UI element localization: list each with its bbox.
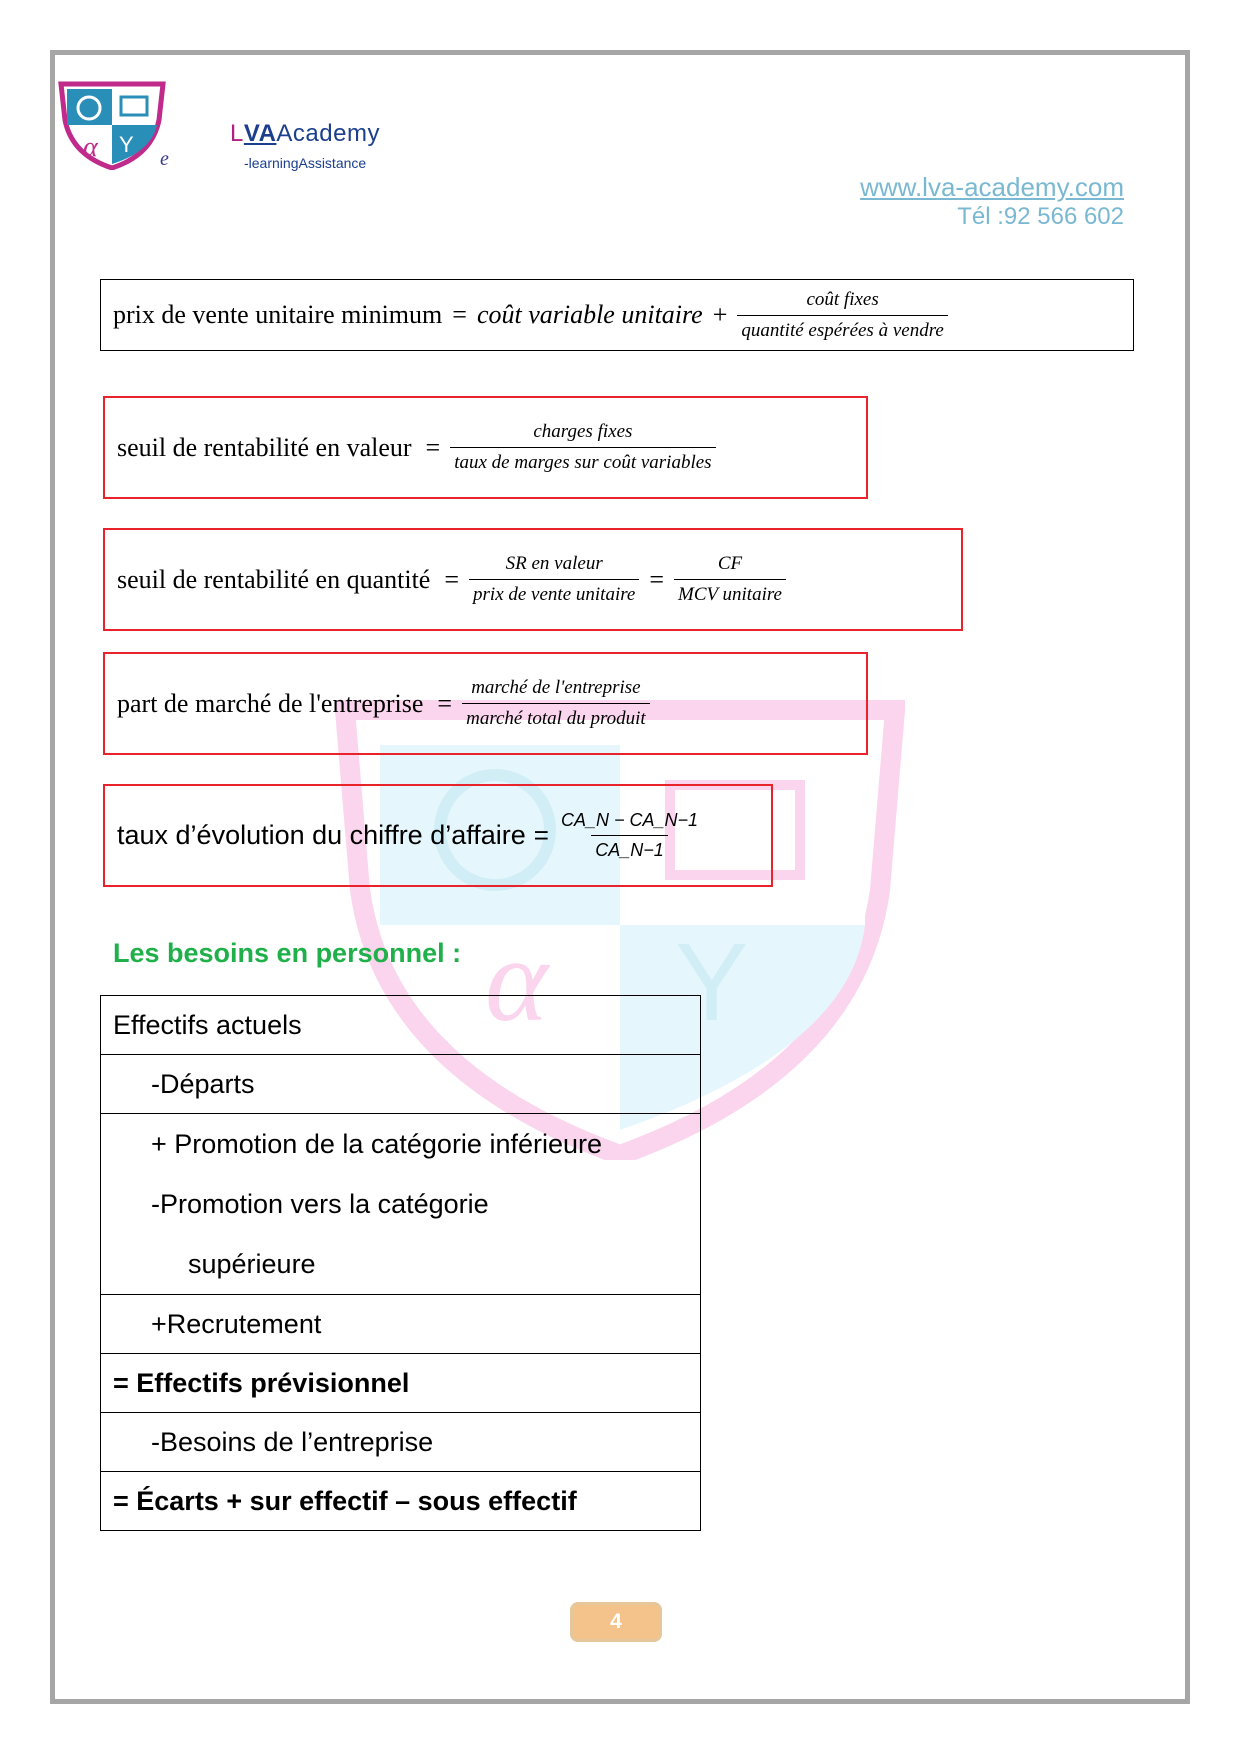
row-promotion-inferieure: + Promotion de la catégorie inférieure bbox=[151, 1129, 603, 1159]
svg-text:Y: Y bbox=[675, 921, 749, 1044]
fraction bbox=[469, 553, 639, 606]
formula-label: part de marché de l'entreprise bbox=[117, 688, 424, 718]
staffing-table bbox=[100, 995, 701, 1531]
fraction-numerator: SR en valeur bbox=[505, 553, 603, 574]
fraction-numerator: CA_N − CA_N−1 bbox=[560, 810, 699, 830]
phone-number: Tél :92 566 602 bbox=[957, 203, 1124, 230]
fraction-denominator: prix de vente unitaire bbox=[469, 579, 639, 606]
fraction-numerator: charges fixes bbox=[533, 421, 633, 442]
brand-tagline: -learningAssistance bbox=[244, 155, 367, 171]
logo-e-letter: e bbox=[160, 148, 169, 170]
fraction bbox=[450, 421, 715, 474]
table-row bbox=[101, 1471, 700, 1530]
fraction-numerator: coût fixes bbox=[806, 288, 879, 310]
fraction-denominator: taux de marges sur coût variables bbox=[450, 447, 715, 474]
table-row bbox=[101, 996, 700, 1054]
formula-taux-evolution-box bbox=[103, 784, 773, 887]
section-heading: Les besoins en personnel : bbox=[113, 938, 462, 968]
dash-bullet: - bbox=[151, 1189, 160, 1219]
equals-sign: = bbox=[649, 564, 665, 594]
equals-sign: = bbox=[425, 432, 441, 462]
table-row bbox=[101, 1294, 700, 1353]
equals-sign: = bbox=[452, 300, 467, 329]
row-recrutement: +Recrutement bbox=[151, 1309, 322, 1339]
equals-sign: = bbox=[533, 820, 549, 850]
formula-part-marche-box bbox=[103, 652, 868, 755]
formula-label: prix de vente unitaire minimum bbox=[113, 300, 443, 329]
fraction-numerator: marché de l'entreprise bbox=[471, 677, 641, 698]
page-number-badge: 4 bbox=[570, 1602, 662, 1642]
formula-prix-vente-box bbox=[100, 279, 1134, 351]
dash-bullet: - bbox=[151, 1427, 160, 1457]
fraction-denominator: MCV unitaire bbox=[674, 579, 786, 606]
fraction-numerator: CF bbox=[717, 553, 743, 574]
formula-label: seuil de rentabilité en quantité bbox=[117, 564, 431, 594]
svg-text:Y: Y bbox=[119, 132, 134, 157]
formula-label: taux d’évolution du chiffre d’affaire bbox=[117, 820, 526, 850]
fraction bbox=[737, 289, 947, 342]
table-row bbox=[101, 1054, 700, 1113]
fraction-denominator: CA_N−1 bbox=[591, 835, 668, 861]
formula-label: seuil de rentabilité en valeur bbox=[117, 432, 412, 462]
fraction bbox=[462, 677, 650, 730]
brand-va: VA bbox=[243, 120, 277, 147]
svg-text:α: α bbox=[83, 132, 98, 163]
website-link[interactable]: www.lva-academy.com bbox=[860, 172, 1124, 202]
equals-sign: = bbox=[437, 688, 453, 718]
row-effectifs-previsionnel: = Effectifs prévisionnel bbox=[113, 1368, 410, 1398]
table-row bbox=[101, 1113, 700, 1294]
table-row bbox=[101, 1412, 700, 1471]
row-promotion-vers-cont: supérieure bbox=[188, 1249, 316, 1279]
formula-term: coût variable unitaire bbox=[476, 300, 703, 329]
row-besoins: Besoins de l’entreprise bbox=[160, 1427, 434, 1457]
svg-text:α: α bbox=[485, 913, 548, 1046]
fraction bbox=[674, 553, 786, 606]
row-effectifs-actuels: Effectifs actuels bbox=[113, 1010, 302, 1040]
brand-academy: Academy bbox=[276, 120, 380, 147]
row-ecarts: = Écarts + sur effectif – sous effectif bbox=[113, 1486, 577, 1516]
fraction-denominator: marché total du produit bbox=[462, 703, 650, 730]
brand-name bbox=[230, 120, 380, 148]
equals-sign: = bbox=[444, 564, 460, 594]
fraction bbox=[557, 810, 702, 861]
table-row bbox=[101, 1353, 700, 1412]
row-departs: Départs bbox=[160, 1069, 255, 1099]
formula-seuil-quantite-box bbox=[103, 528, 963, 631]
plus-sign: + bbox=[712, 300, 728, 329]
fraction-denominator: quantité espérées à vendre bbox=[737, 315, 947, 342]
academy-shield-logo bbox=[57, 80, 167, 170]
dash-bullet: - bbox=[151, 1069, 160, 1099]
formula-seuil-valeur-box bbox=[103, 396, 868, 499]
row-promotion-vers: Promotion vers la catégorie bbox=[160, 1189, 489, 1219]
brand-l: L bbox=[230, 120, 244, 147]
